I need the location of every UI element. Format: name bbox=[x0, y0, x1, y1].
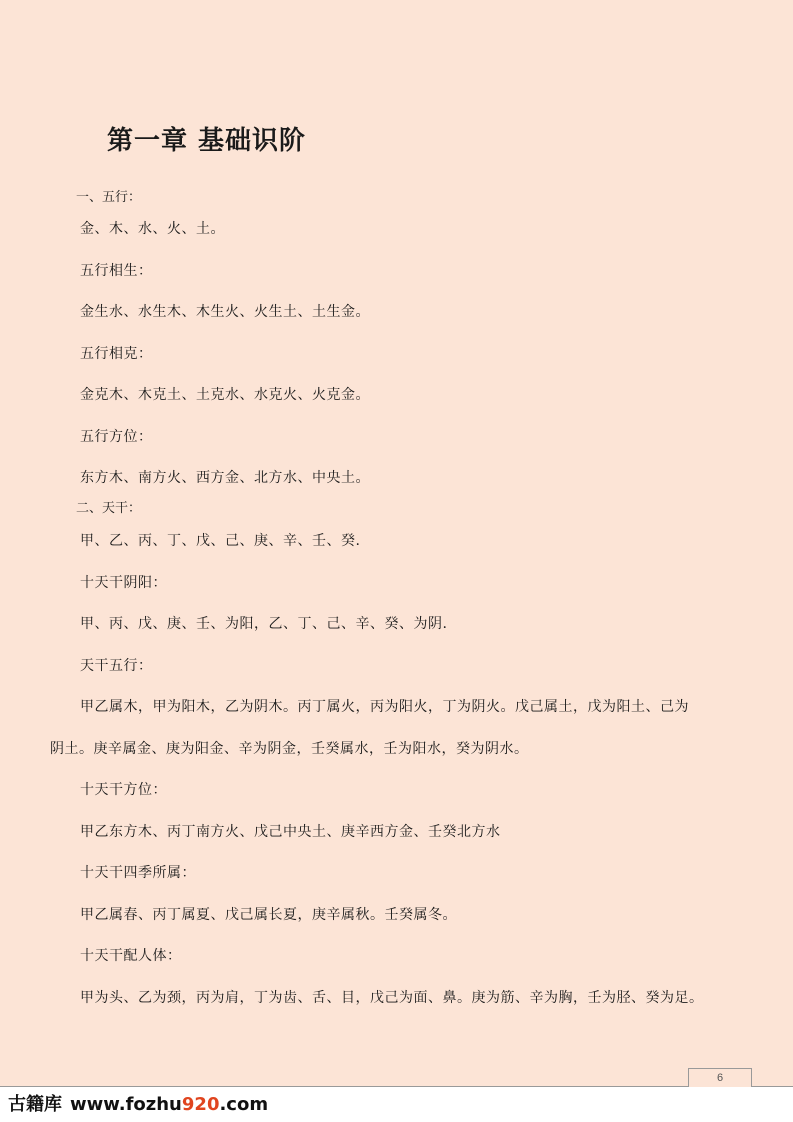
footer-divider bbox=[0, 1086, 793, 1087]
logo-text: 古籍库 bbox=[8, 1094, 62, 1115]
section-heading-wuxing: 一、五行： bbox=[76, 190, 142, 205]
text-line: 甲乙属春、丙丁属夏、戊己属长夏，庚辛属秋。壬癸属冬。 bbox=[80, 907, 457, 923]
url-number: 920 bbox=[181, 1094, 220, 1115]
text-line: 金克木、木克土、土克水、水克火、火克金。 bbox=[80, 387, 370, 403]
text-line: 金、木、水、火、土。 bbox=[80, 221, 225, 237]
section-heading-tiangan: 二、天干： bbox=[76, 501, 142, 516]
page-number: 6 bbox=[688, 1068, 752, 1087]
url-suffix: .com bbox=[219, 1094, 269, 1115]
text-line: 阴土。庚辛属金、庚为阳金、辛为阴金，壬癸属水，壬为阳水，癸为阴水。 bbox=[50, 741, 529, 757]
text-line: 甲、乙、丙、丁、戊、己、庚、辛、壬、癸. bbox=[80, 533, 361, 549]
text-line: 甲乙属木，甲为阳木，乙为阴木。丙丁属火，丙为阳火，丁为阴火。戊己属土，戊为阳土、己为 bbox=[80, 699, 689, 715]
text-line: 金生水、水生木、木生火、火生土、土生金。 bbox=[80, 304, 370, 320]
text-line: 甲乙东方木、丙丁南方火、戊己中央土、庚辛西方金、壬癸北方水 bbox=[80, 824, 501, 840]
subheading: 五行方位： bbox=[80, 429, 153, 445]
text-line: 甲为头、乙为颈，丙为肩，丁为齿、舌、目，戊己为面、鼻。庚为筋、辛为胸，壬为胫、癸为足。 bbox=[80, 990, 704, 1006]
text-line: 甲、丙、戊、庚、壬、为阳，乙、丁、己、辛、癸、为阴. bbox=[80, 616, 448, 632]
subheading: 十天干阴阳： bbox=[80, 575, 167, 591]
subheading: 五行相克： bbox=[80, 346, 153, 362]
site-logo[interactable] bbox=[8, 1090, 268, 1116]
subheading: 五行相生： bbox=[80, 263, 153, 279]
text-line: 东方木、南方火、西方金、北方水、中央土。 bbox=[80, 470, 370, 486]
subheading: 十天干配人体： bbox=[80, 948, 182, 964]
subheading: 十天干四季所属： bbox=[80, 865, 196, 881]
url-prefix: www.fozhu bbox=[70, 1094, 182, 1115]
chapter-title: 第一章 基础识阶 bbox=[107, 126, 307, 156]
subheading: 天干五行： bbox=[80, 658, 153, 674]
subheading: 十天干方位： bbox=[80, 782, 167, 798]
